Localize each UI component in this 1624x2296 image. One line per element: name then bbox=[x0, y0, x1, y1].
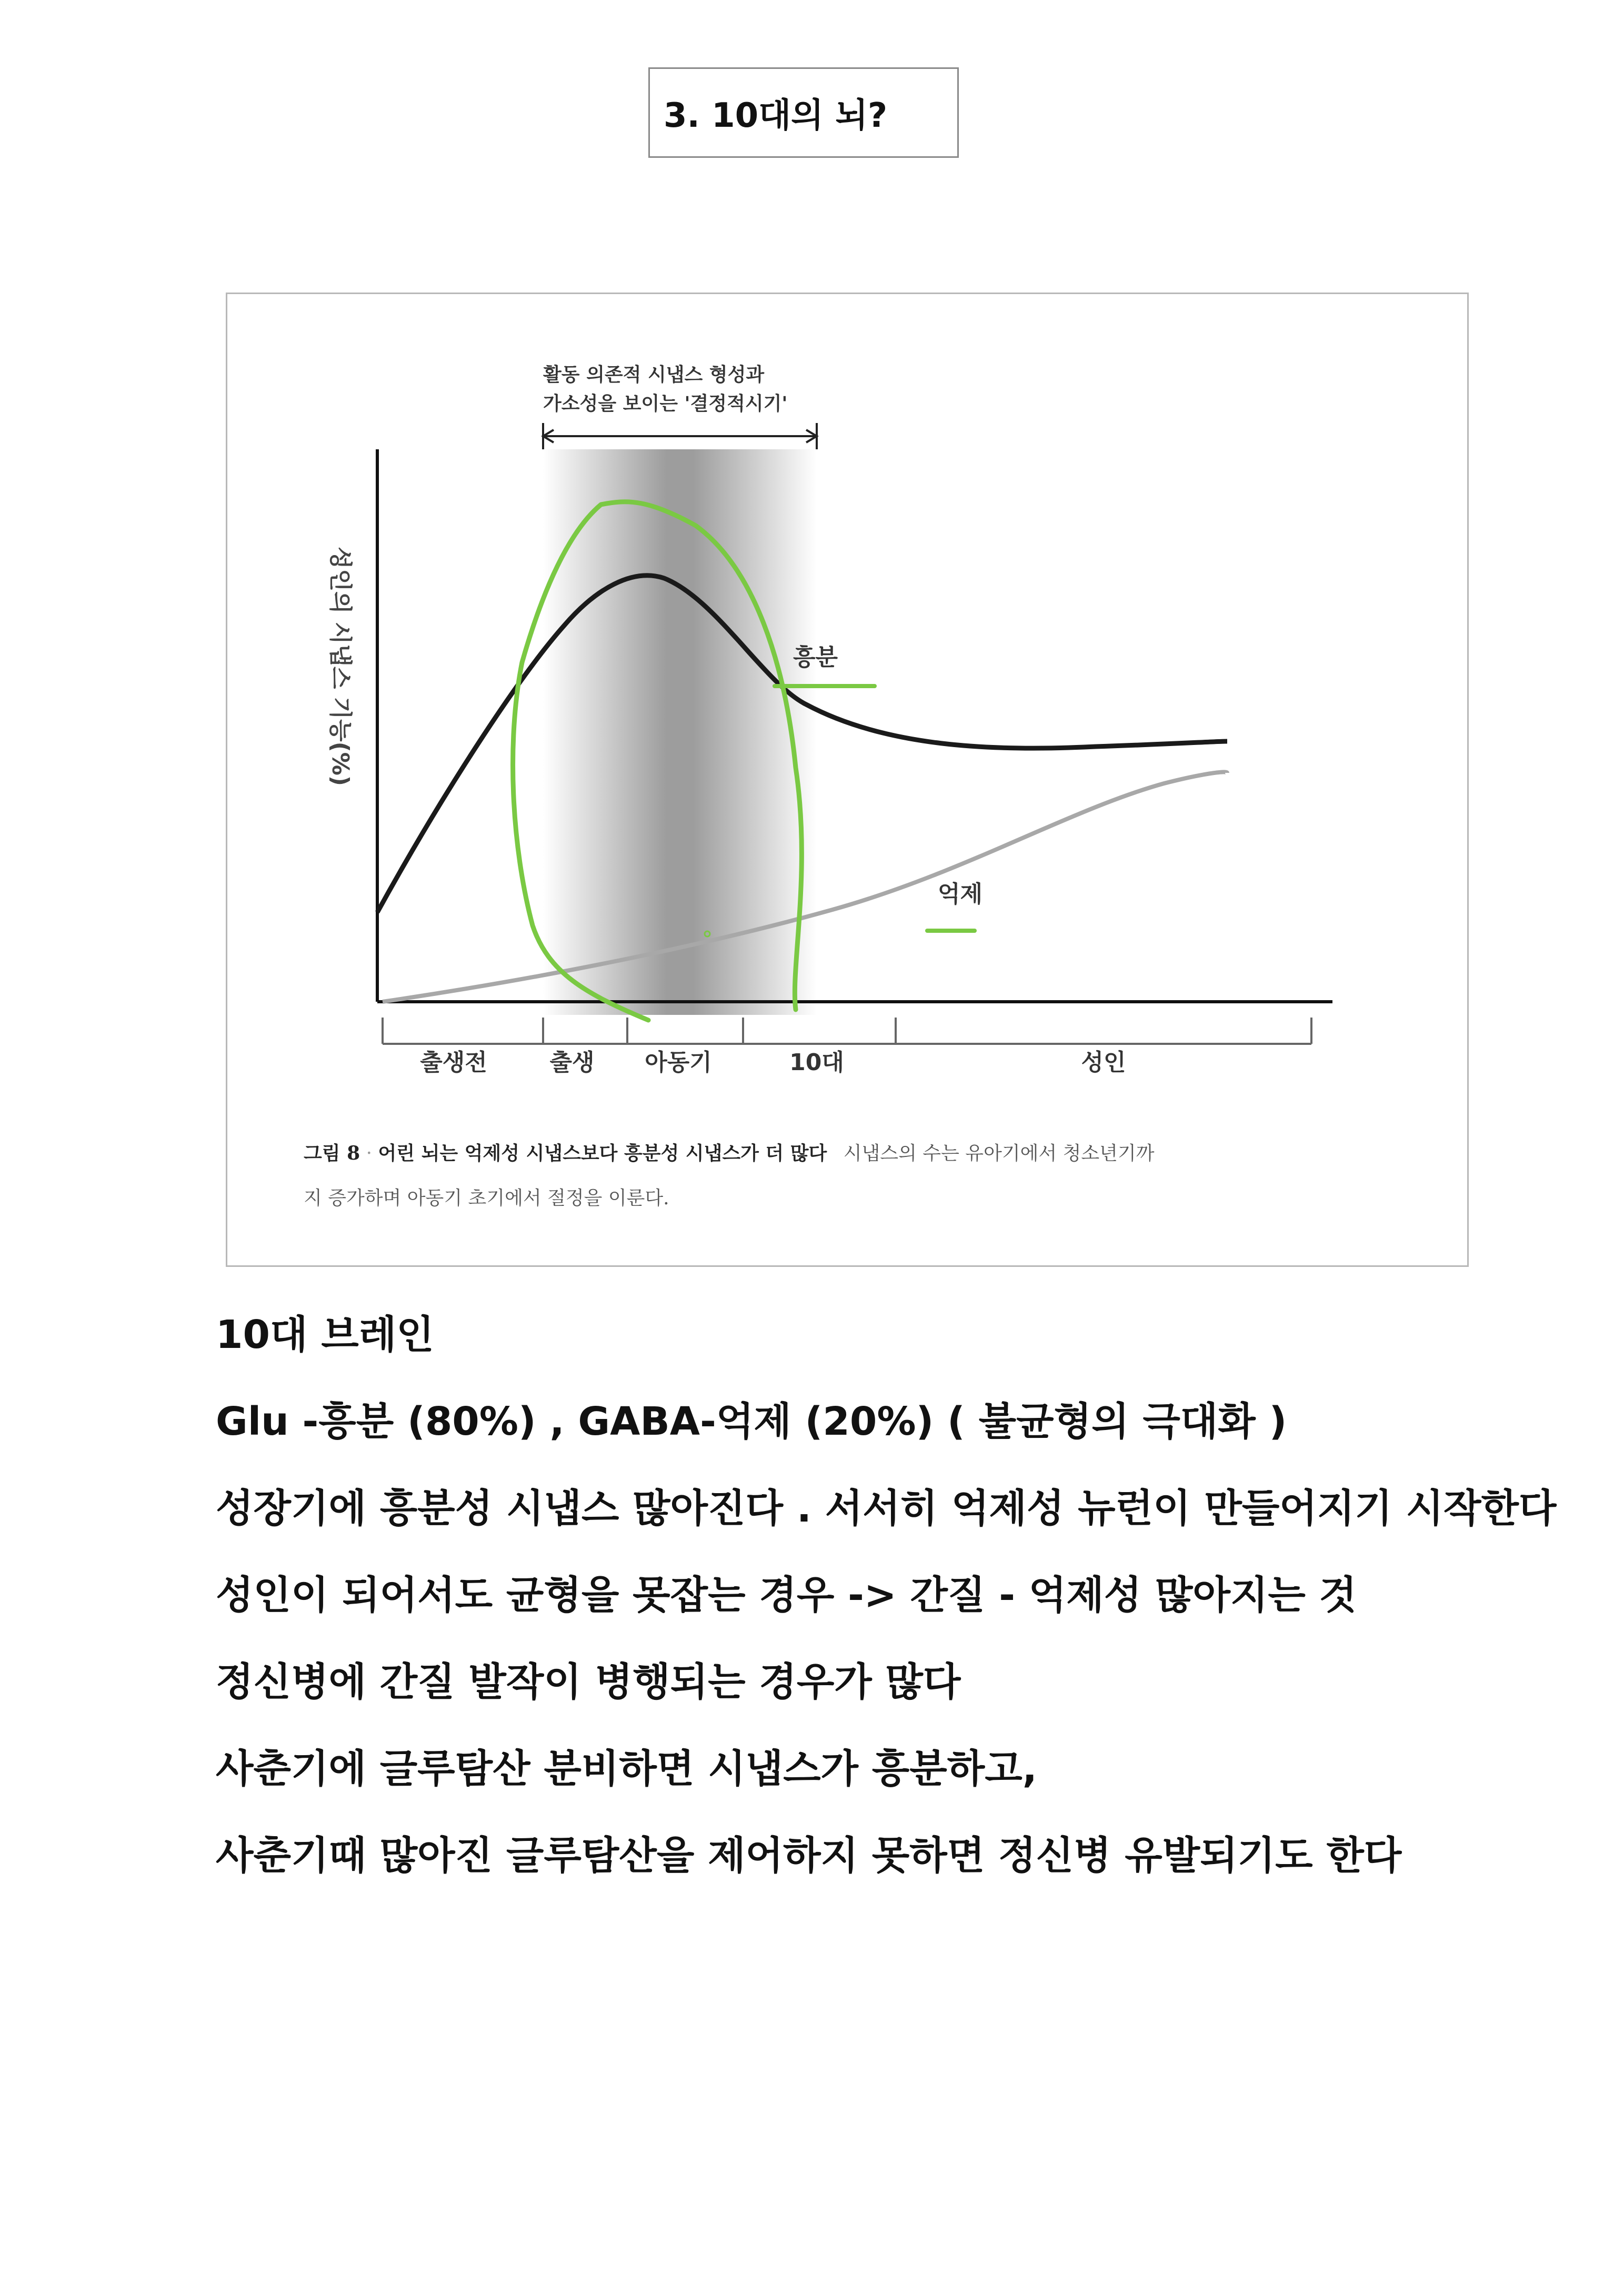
caption-separator: · bbox=[366, 1143, 378, 1164]
stage-label-birth: 출생 bbox=[549, 1049, 595, 1076]
stage-brackets bbox=[383, 1018, 1311, 1044]
caption-rest-line1: 시냅스의 수는 유아기에서 청소년기까 bbox=[843, 1143, 1155, 1164]
note-line: 성인이 되어서도 균형을 못잡는 경우 -> 간질 - 억제성 많아지는 것 bbox=[216, 1573, 1357, 1618]
figure-caption-line2: 지 증가하며 아동기 초기에서 절정을 이룬다. bbox=[304, 1187, 669, 1209]
note-line: 사춘기에 글루탐산 분비하면 시냅스가 흥분하고, bbox=[216, 1746, 1037, 1791]
note-line: Glu -흥분 (80%) , GABA-억제 (20%) ( 불균형의 극대화 ) bbox=[216, 1399, 1287, 1444]
figure-image bbox=[226, 293, 1469, 1267]
stage-label-childhood: 아동기 bbox=[645, 1049, 712, 1076]
inhibition-label: 억제 bbox=[938, 881, 983, 908]
critical-period-shade bbox=[543, 449, 817, 1015]
notes-heading: 10대 브레인 bbox=[216, 1312, 434, 1357]
critical-period-label-line2: 가소성을 보이는 '결정적시기' bbox=[543, 393, 788, 415]
caption-prefix: 그림 8 bbox=[304, 1142, 360, 1164]
figure-caption-line1 bbox=[304, 1142, 1155, 1164]
note-line: 정신병에 간질 발작이 병행되는 경우가 많다 bbox=[216, 1659, 961, 1705]
page-title: 3. 10대의 뇌? bbox=[648, 67, 959, 158]
y-axis-label: 성인의 시냅스 기능(%) bbox=[327, 547, 354, 786]
note-line: 사춘기때 많아진 글루탐산을 제어하지 못하면 정신병 유발되기도 한다 bbox=[216, 1833, 1402, 1878]
stage-label-teens: 10대 bbox=[789, 1049, 844, 1076]
excitation-label: 흥분 bbox=[793, 644, 838, 671]
critical-period-label-line1: 활동 의존적 시냅스 형성과 bbox=[543, 364, 765, 386]
note-line: 성장기에 흥분성 시냅스 많아진다 . 서서히 억제성 뉴런이 만들어지기 시작한다 bbox=[216, 1486, 1557, 1531]
stage-label-prenatal: 출생전 bbox=[420, 1049, 487, 1076]
stage-label-adult: 성인 bbox=[1081, 1049, 1126, 1076]
caption-bold: 어린 뇌는 억제성 시냅스보다 흥분성 시냅스가 더 많다 bbox=[378, 1142, 827, 1164]
synapse-chart bbox=[227, 294, 1467, 1265]
critical-period-bracket bbox=[543, 423, 817, 449]
